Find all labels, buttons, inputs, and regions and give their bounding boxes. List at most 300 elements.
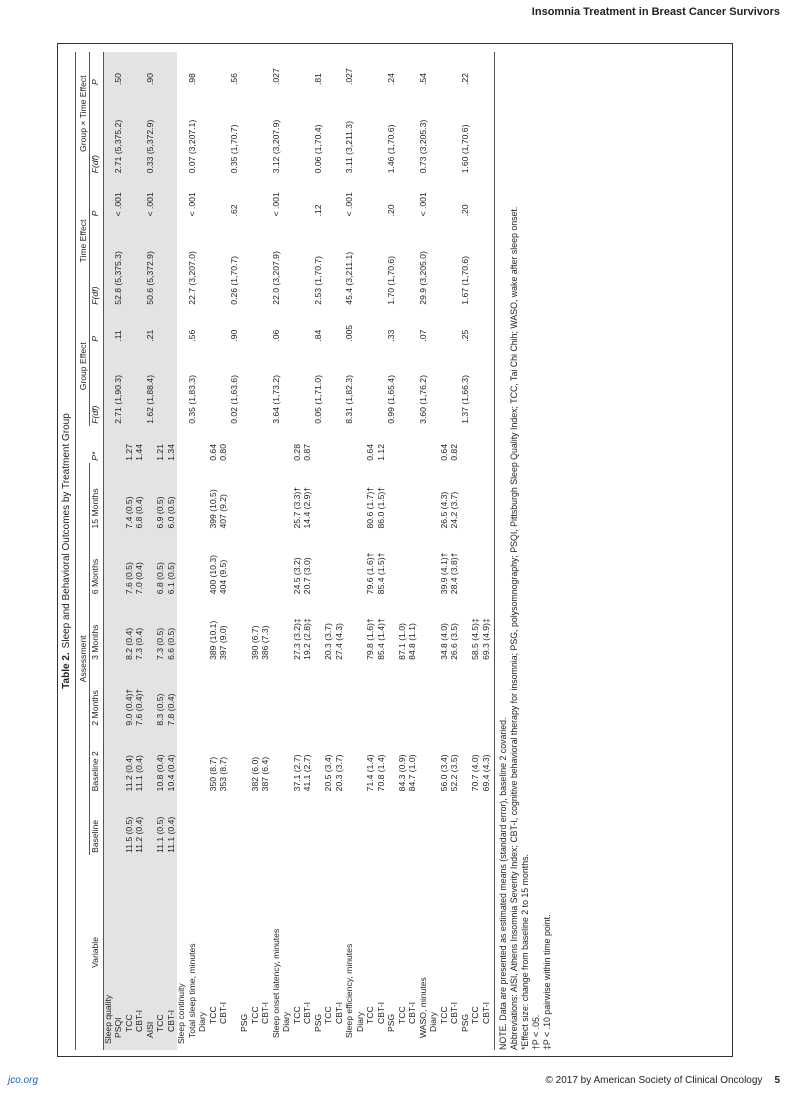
table-cell — [335, 531, 346, 597]
table-cell — [272, 793, 283, 855]
table-cell: 85.4 (1.5)† — [375, 552, 386, 595]
table-cell — [398, 463, 409, 531]
table-cell: 27.3 (3.2)‡ — [291, 618, 302, 660]
table-cell: 20.5 (3.4) — [323, 754, 334, 792]
table-cell — [398, 344, 409, 426]
table-cell — [125, 344, 136, 426]
table-cell: .62 — [228, 204, 239, 217]
table-cell: .98 — [186, 73, 197, 85]
table-cell — [230, 728, 241, 794]
table-cell: 84.3 (0.9) — [396, 754, 407, 792]
table-cell: .22 — [459, 73, 470, 85]
table-cell — [471, 218, 482, 306]
table-row — [167, 52, 178, 1050]
table-cell: 7.4 (0.5) — [125, 463, 136, 531]
table-cell — [251, 662, 262, 728]
row-label: PSG — [386, 1013, 397, 1032]
table-cell — [230, 426, 241, 463]
table-cell — [240, 662, 251, 728]
table-cell: .06 — [270, 329, 281, 342]
table-cell: .56 — [228, 73, 239, 85]
table-cell: 56.0 (3.4) — [438, 754, 449, 792]
table-cell — [103, 662, 114, 728]
table-cell — [103, 596, 114, 662]
table-cell — [198, 87, 209, 175]
table-cell: 50.6 (5,372.9) — [146, 218, 157, 306]
table-cell — [387, 662, 398, 728]
table-cell — [251, 426, 262, 463]
table-cell: 1.62 (1,88.4) — [146, 344, 157, 426]
table-row — [230, 52, 241, 1050]
table-cell — [440, 87, 451, 175]
table-cell: 386 (7.3) — [260, 625, 271, 660]
table-cell: .56 — [186, 329, 197, 342]
table-cell: 26.6 (3.5) — [449, 623, 460, 660]
table-cell — [482, 426, 495, 463]
table-cell — [335, 662, 346, 728]
table-cell: .90 — [146, 52, 157, 87]
table-cell — [482, 531, 495, 597]
table-cell: .90 — [228, 329, 239, 342]
row-label: TCC — [438, 1006, 449, 1024]
row-label: PSG — [312, 1013, 323, 1032]
table-cell — [482, 87, 495, 175]
table-row — [219, 52, 230, 1050]
table-cell — [230, 662, 241, 728]
table-cell: 6.8 (0.5) — [156, 531, 167, 597]
table-cell: 0.05 (1,71.0) — [312, 375, 323, 424]
table-row — [398, 52, 409, 1050]
table-cell — [324, 793, 335, 855]
table-cell — [198, 52, 209, 87]
table-cell: 1.60 (1,70.6) — [459, 124, 470, 174]
group-header-row — [76, 52, 90, 1050]
row-label: CBT-I — [135, 855, 146, 1050]
table-cell: 6.9 (0.5) — [156, 463, 167, 531]
table-cell — [440, 344, 451, 426]
row-label: Sleep continuity — [176, 983, 187, 1044]
table-cell — [251, 344, 262, 426]
table-cell: 1.12 — [375, 444, 386, 461]
table-cell — [345, 662, 356, 728]
table-cell — [293, 793, 304, 855]
table-cell: .07 — [417, 329, 428, 342]
table-cell — [366, 793, 377, 855]
table-cell — [156, 175, 167, 218]
table-cell: 0.80 — [218, 444, 229, 461]
table-cell: 41.1 (2.7) — [302, 754, 313, 792]
table-cell — [324, 463, 335, 531]
table-cell — [282, 307, 293, 344]
table-cell — [345, 728, 356, 794]
table-cell: 69.4 (4.3) — [482, 728, 495, 794]
table-cell — [429, 307, 440, 344]
table-cell — [408, 426, 419, 463]
table-cell: 389 (10.1) — [207, 620, 218, 660]
interaction-header: Group × Time Effect — [76, 52, 90, 175]
table-cell — [398, 87, 409, 175]
table-cell: 6.8 (0.4) — [135, 463, 146, 531]
table-cell — [240, 307, 251, 344]
table-cell — [387, 793, 398, 855]
row-label: CBT-I — [260, 1002, 271, 1024]
table-cell — [419, 426, 430, 463]
table-cell: .81 — [312, 73, 323, 85]
table-cell: 39.9 (4.1)† — [438, 552, 449, 595]
group-effect-header: Group Effect — [76, 307, 90, 426]
table-cell: 407 (9.2) — [218, 494, 229, 529]
table-cell: 9.0 (0.4)† — [125, 662, 136, 728]
table-cell: 11.2 (0.4) — [135, 793, 146, 855]
table-row — [146, 52, 157, 1050]
table-cell — [398, 307, 409, 344]
row-label: CBT-I — [407, 1002, 418, 1024]
table-cell: .25 — [459, 329, 470, 342]
table-cell — [408, 463, 419, 531]
table-row — [440, 52, 451, 1050]
table-cell: .84 — [312, 329, 323, 342]
table-cell — [125, 87, 136, 175]
table-cell: 19.2 (2.8)‡ — [302, 618, 313, 660]
table-cell — [335, 463, 346, 531]
table-cell: .21 — [146, 307, 157, 344]
row-label: TCC — [207, 1006, 218, 1024]
table-cell — [471, 463, 482, 531]
table-cell — [240, 87, 251, 175]
table-cell — [125, 175, 136, 218]
table-cell — [230, 463, 241, 531]
row-label: TCC — [156, 855, 167, 1050]
row-label: Sleep efficiency, minutes — [344, 943, 355, 1038]
table-cell: 24.2 (3.7) — [449, 491, 460, 529]
table-cell: 0.64 — [207, 444, 218, 461]
rotated-table — [58, 44, 734, 1058]
table-cell — [125, 218, 136, 306]
time-effect-header: Time Effect — [76, 175, 90, 306]
table-cell: 0.28 — [291, 444, 302, 461]
table-cell: < .001 — [146, 175, 157, 218]
table-cell — [272, 596, 283, 662]
table-cell — [314, 662, 325, 728]
table-cell: 0.35 (1,70.7) — [228, 124, 239, 174]
table-row — [240, 52, 251, 1050]
assessment-header: Assessment — [76, 463, 90, 855]
table-row — [471, 52, 482, 1050]
column-header: F(df) — [90, 344, 103, 426]
table-note: NOTE. Data are presented as estimated means (standard error), baseline 2 covaried. — [498, 717, 509, 1050]
outcomes-table — [75, 52, 495, 1050]
table-cell: 1.44 — [135, 426, 146, 463]
table-cell: < .001 — [270, 192, 281, 217]
table-cell: 52.8 (5,375.3) — [114, 218, 125, 306]
table-cell — [240, 426, 251, 463]
table-cell — [261, 793, 272, 855]
table-cell: 87.1 (1.0) — [396, 623, 407, 660]
table-row — [251, 52, 262, 1050]
table-cell — [177, 662, 188, 728]
table-cell — [419, 463, 430, 531]
table-cell — [366, 87, 377, 175]
table-cell: < .001 — [344, 192, 355, 217]
table-cell: 45.4 (3,211.1) — [344, 251, 355, 305]
table-cell — [230, 793, 241, 855]
table-cell: 1.46 (1,70.6) — [386, 124, 397, 174]
table-cell — [314, 531, 325, 597]
table-row — [188, 52, 199, 1050]
table-cell: < .001 — [114, 175, 125, 218]
table-cell — [482, 175, 495, 218]
row-label: Sleep quality — [103, 855, 114, 1050]
column-header: Variable — [90, 855, 103, 1050]
table-cell — [303, 662, 314, 728]
table-cell — [282, 793, 293, 855]
table-cell: 0.07 (3,207.1) — [186, 119, 197, 174]
table-cell — [103, 728, 114, 794]
table-cell: 29.9 (3,205.0) — [417, 251, 428, 305]
table-cell: 79.8 (1.6)† — [365, 618, 376, 660]
table-cell — [209, 175, 220, 218]
journal-url[interactable]: jco.org — [8, 1075, 39, 1086]
table-cell — [293, 218, 304, 306]
table-cell: 0.99 (1,65.4) — [386, 375, 397, 424]
table-cell — [440, 793, 451, 855]
table-cell — [282, 87, 293, 175]
table-cell — [293, 87, 304, 175]
table-cell — [356, 344, 367, 426]
table-cell: 1.67 (1,70.6) — [459, 255, 470, 305]
table-cell: .20 — [386, 204, 397, 217]
table-cell — [398, 531, 409, 597]
table-cell — [251, 307, 262, 344]
table-cell — [188, 793, 199, 855]
table-cell — [282, 52, 293, 87]
table-cell: 27.4 (4.3) — [333, 623, 344, 660]
table-cell: 2.71 (1,90.3) — [114, 344, 125, 426]
table-cell — [429, 793, 440, 855]
table-cell — [272, 728, 283, 794]
table-cell: 387 (6.4) — [260, 756, 271, 792]
column-header: F(df) — [90, 218, 103, 306]
table-cell — [429, 52, 440, 87]
table-cell — [419, 793, 430, 855]
table-cell: 7.0 (0.4) — [135, 531, 146, 597]
table-cell — [471, 175, 482, 218]
table-cell: 0.06 (1,70.4) — [312, 124, 323, 174]
table-cell — [324, 531, 335, 597]
table-row — [366, 52, 377, 1050]
table-row — [324, 52, 335, 1050]
table-cell: 3.11 (3,211.3) — [344, 121, 355, 174]
table-cell — [240, 793, 251, 855]
table-row — [282, 52, 293, 1050]
table-cell: 1.27 — [125, 426, 136, 463]
table-cell — [356, 307, 367, 344]
footer-right — [546, 1075, 780, 1086]
table-cell — [429, 218, 440, 306]
table-cell — [398, 662, 409, 728]
table-cell — [272, 426, 283, 463]
table-cell: 70.7 (4.0) — [470, 754, 481, 792]
row-label: TCC — [249, 1006, 260, 1024]
table-cell: .027 — [344, 68, 355, 85]
table-cell — [324, 426, 335, 463]
table-cell — [482, 793, 495, 855]
table-cell — [440, 218, 451, 306]
table-cell: 6.1 (0.5) — [167, 531, 178, 597]
table-cell: 26.5 (4.3) — [438, 491, 449, 529]
table-cell — [156, 344, 167, 426]
table-title — [61, 52, 72, 1050]
table-cell — [198, 793, 209, 855]
table-cell — [188, 531, 199, 597]
table-cell: 24.5 (3.2) — [291, 557, 302, 595]
table-cell: 0.26 (1,70.7) — [228, 255, 239, 305]
table-note: ‡P < .10 pairwise within time point. — [542, 914, 553, 1050]
row-label: AISI — [146, 855, 157, 1050]
table-cell: 52.2 (3.5) — [449, 754, 460, 792]
table-cell — [408, 793, 419, 855]
table-cell — [366, 344, 377, 426]
table-cell: .20 — [459, 204, 470, 217]
table-cell — [103, 793, 114, 855]
table-row — [429, 52, 440, 1050]
table-cell — [429, 87, 440, 175]
table-cell — [324, 307, 335, 344]
table-cell — [251, 52, 262, 87]
table-cell: 400 (10.3) — [207, 555, 218, 595]
table-cell — [387, 426, 398, 463]
table-cell — [251, 531, 262, 597]
table-cell — [188, 426, 199, 463]
row-label: Sleep onset latency, minutes — [270, 928, 281, 1038]
table-cell — [419, 728, 430, 794]
table-cell — [209, 344, 220, 426]
table-cell — [261, 426, 272, 463]
table-cell: 7.6 (0.4)† — [135, 662, 146, 728]
table-cell — [272, 662, 283, 728]
table-cell: 69.3 (4.9)‡ — [482, 596, 495, 662]
row-label: CBT-I — [449, 1002, 460, 1024]
table-cell: 11.1 (0.4) — [135, 728, 146, 794]
table-cell — [282, 662, 293, 728]
table-cell — [209, 793, 220, 855]
table-cell — [345, 426, 356, 463]
table-cell — [198, 662, 209, 728]
table-cell: 84.7 (1.0) — [407, 754, 418, 792]
table-title-text: Sleep and Behavioral Outcomes by Treatment Group — [61, 413, 72, 649]
row-label: PSQI — [114, 855, 125, 1050]
column-header: P — [90, 175, 103, 218]
running-head: Insomnia Treatment in Breast Cancer Survivors — [531, 6, 780, 18]
table-cell — [482, 218, 495, 306]
table-cell: 10.4 (0.4) — [167, 728, 178, 794]
table-cell: 79.6 (1.6)† — [365, 552, 376, 595]
table-cell — [324, 662, 335, 728]
table-cell — [240, 175, 251, 218]
table-cell — [293, 307, 304, 344]
table-cell: 8.31 (1,82.3) — [344, 375, 355, 424]
table-cell: 2.53 (1,70.7) — [312, 255, 323, 305]
table-cell — [103, 531, 114, 597]
row-label: TCC — [291, 1006, 302, 1024]
table-cell — [240, 52, 251, 87]
table-cell: 7.8 (0.4) — [167, 662, 178, 728]
table-cell — [356, 175, 367, 218]
table-cell: 22.0 (3,207.9) — [270, 251, 281, 305]
table-cell — [335, 426, 346, 463]
table-cell: 25.7 (3.3)† — [291, 486, 302, 529]
column-header: Baseline — [90, 793, 103, 855]
table-row — [461, 52, 472, 1050]
table-frame — [57, 43, 733, 1057]
table-cell — [177, 596, 188, 662]
table-cell: 0.64 — [438, 444, 449, 461]
table-cell — [156, 52, 167, 87]
column-header: 2 Months — [90, 662, 103, 728]
table-cell — [461, 531, 472, 597]
table-cell — [177, 793, 188, 855]
table-cell — [471, 793, 482, 855]
table-cell: 0.35 (1,83.3) — [186, 375, 197, 424]
table-row — [114, 52, 125, 1050]
table-cell — [440, 662, 451, 728]
table-cell — [209, 307, 220, 344]
table-cell — [356, 662, 367, 728]
page-number: 5 — [774, 1075, 780, 1086]
table-cell — [272, 531, 283, 597]
table-row — [293, 52, 304, 1050]
table-cell — [209, 52, 220, 87]
table-cell: < .001 — [186, 192, 197, 217]
table-cell: 71.4 (1.4) — [365, 754, 376, 792]
table-cell — [230, 596, 241, 662]
table-cell — [345, 596, 356, 662]
table-cell — [482, 662, 495, 728]
table-cell — [167, 87, 178, 175]
table-cell — [356, 793, 367, 855]
column-header-row — [90, 52, 103, 1050]
table-row — [303, 52, 314, 1050]
table-cell: 11.1 (0.4) — [167, 793, 178, 855]
table-cell: 85.4 (1.4)† — [375, 618, 386, 660]
table-cell — [419, 596, 430, 662]
table-cell: 3.64 (1,73.2) — [270, 375, 281, 424]
table-cell — [167, 344, 178, 426]
table-cell — [419, 662, 430, 728]
table-cell: 14.4 (2.9)† — [302, 486, 313, 529]
table-cell: .50 — [114, 52, 125, 87]
table-cell — [482, 307, 495, 344]
row-label: WASO, minutes — [417, 977, 428, 1038]
row-label: PSG — [459, 1013, 470, 1032]
table-cell — [103, 463, 114, 531]
table-cell: 7.3 (0.4) — [135, 596, 146, 662]
table-cell: 0.64 — [365, 444, 376, 461]
table-cell — [461, 662, 472, 728]
table-cell — [366, 218, 377, 306]
table-cell: 7.3 (0.5) — [156, 596, 167, 662]
table-row — [198, 52, 209, 1050]
table-label: Table 2. — [61, 652, 72, 689]
table-cell — [356, 52, 367, 87]
table-cell — [419, 531, 430, 597]
table-cell — [293, 344, 304, 426]
table-cell: 7.6 (0.5) — [125, 531, 136, 597]
table-cell — [482, 52, 495, 87]
copyright: © 2017 by American Society of Clinical Oncology — [545, 1075, 763, 1086]
table-cell — [125, 52, 136, 87]
table-cell: 350 (8.7) — [207, 756, 218, 792]
